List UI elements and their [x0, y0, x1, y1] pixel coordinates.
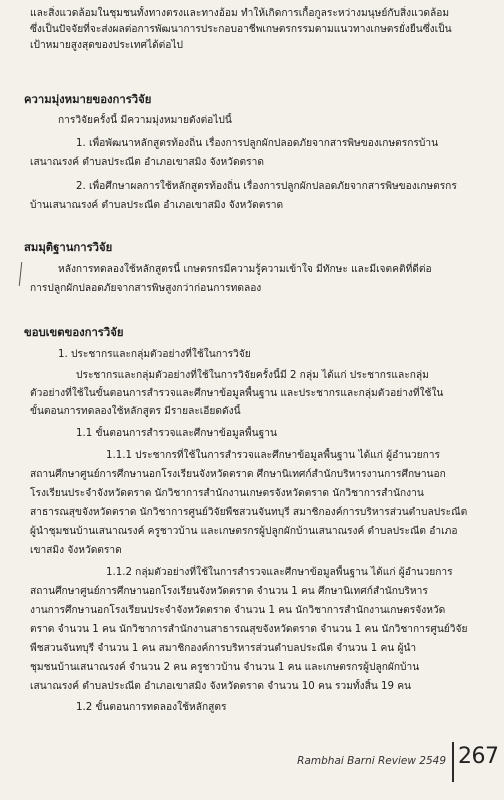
objectives-lead: การวิจัยครั้งนี้ มีความมุ่งหมายดังต่อไปนี้ [58, 115, 232, 126]
scope-1-1-1-line-3: โรงเรียนประจำจังหวัดตราด นักวิชาการสำนักงานเกษตรจังหวัดตราด นักวิชาการสำนักงาน [30, 488, 424, 499]
scope-1-1-2-line-6: ชุมชนบ้านเสนาณรงค์ จำนวน 2 คน ครูชาวบ้าน จำนวน 1 คน และเกษตรกรผู้ปลูกผักบ้าน [30, 662, 420, 673]
scope-1-1-2-line-5: พืชสวนจันทบุรี จำนวน 1 คน สมาชิกองค์การบริหารส่วนตำบลประณีต จำนวน 1 คน ผู้นำ [30, 643, 417, 654]
scope-1-1-2-line-4: ตราด จำนวน 1 คน นักวิชาการสำนักงานสาธารณสุขจังหวัดตราด จำนวน 1 คน นักวิชาการศูนย์วิจัย [30, 624, 468, 635]
scope-1-1-1-line-2: สถานศึกษาศูนย์การศึกษานอกโรงเรียนจังหวัดตราด ศึกษานิเทศก์สำนักบริหารงานการศึกษานอก [30, 469, 446, 480]
scope-1-2-title: 1.2 ขั้นตอนการทดลองใช้หลักสูตร [76, 702, 227, 713]
scope-1-1-title: 1.1 ขั้นตอนการสำรวจและศึกษาข้อมูลพื้นฐาน [76, 428, 277, 439]
hypothesis-line-2: การปลูกผักปลอดภัยจากสารพิษสูงกว่าก่อนการทดลอง [30, 283, 262, 294]
scope-heading: ขอบเขตของการวิจัย [24, 326, 124, 339]
intro-line-3: เป้าหมายสูงสุดของประเทศได้ต่อไป [30, 40, 184, 51]
hypothesis-heading: สมมุติฐานการวิจัย [24, 241, 113, 254]
objective-1-line-1: 1. เพื่อพัฒนาหลักสูตรท้องถิ่น เรื่องการปลูกผักปลอดภัยจากสารพิษของเกษตรกรบ้าน [76, 138, 439, 149]
footer-divider [452, 742, 454, 782]
objectives-heading: ความมุ่งหมายของการวิจัย [24, 93, 152, 106]
scope-1-1-2-line-7: เสนาณรงค์ ตำบลประณีต อำเภอเขาสมิง จังหวัดตราด จำนวน 10 คน รวมทั้งสิ้น 19 คน [30, 681, 412, 692]
scope-1-1-1-line-4: สาธารณสุขจังหวัดตราด นักวิชาการศูนย์วิจัยพืชสวนจันทบุรี สมาชิกองค์การบริหารส่วนตำบลประณีต [30, 507, 468, 518]
scope-1-line-1: ประชากรและกลุ่มตัวอย่างที่ใช้ในการวิจัยครั้งนี้มี 2 กลุ่ม ได้แก่ ประชากรและกลุ่ม [76, 370, 429, 381]
page-number: 267 [458, 744, 499, 769]
scope-1-1-2-line-3: งานการศึกษานอกโรงเรียนประจำจังหวัดตราด จำนวน 1 คน นักวิชาการสำนักงานเกษตรจังหวัด [30, 605, 446, 616]
hypothesis-line-1: หลังการทดลองใช้หลักสูตรนี้ เกษตรกรมีความรู้ความเข้าใจ มีทักษะ และมีเจตคติที่ดีต่อ [58, 264, 432, 275]
scope-1-1-2-line-2: สถานศึกษาศูนย์การศึกษานอกโรงเรียนจังหวัดตราด จำนวน 1 คน ศึกษานิเทศก์สำนักบริหาร [30, 586, 428, 597]
page-footer [0, 742, 504, 782]
objective-2-line-2: บ้านเสนาณรงค์ ตำบลประณีต อำเภอเขาสมิง จังหวัดตราด [30, 200, 284, 211]
journal-name: Rambhai Barni Review 2549 [297, 755, 446, 767]
objective-1-line-2: เสนาณรงค์ ตำบลประณีต อำเภอเขาสมิง จังหวัดตราด [30, 157, 264, 168]
intro-line-2: ซึ่งเป็นปัจจัยที่จะส่งผลต่อการพัฒนาการประกอบอาชีพเกษตรกรรมตามแนวทางเกษตรยั่งยืนซึ่งเป็น [30, 24, 452, 35]
intro-line-1: และสิ่งแวดล้อมในชุมชนทั้งทางตรงและทางอ้อม ทำให้เกิดการเกื้อกูลระหว่างมนุษย์กับสิ่งแวดล้อม [30, 8, 450, 19]
scope-1-1-1-line-1: 1.1.1 ประชากรที่ใช้ในการสำรวจและศึกษาข้อมูลพื้นฐาน ได้แก่ ผู้อำนวยการ [106, 450, 440, 461]
scope-1-1-1-line-5: ผู้นำชุมชนบ้านเสนาณรงค์ ครูชาวบ้าน และเกษตรกรผู้ปลูกผักบ้านเสนาณรงค์ ตำบลประณีต อำเภอ [30, 526, 458, 537]
scope-1-title: 1. ประชากรและกลุ่มตัวอย่างที่ใช้ในการวิจัย [58, 349, 251, 360]
scope-1-1-2-line-1: 1.1.2 กลุ่มตัวอย่างที่ใช้ในการสำรวจและศึกษาข้อมูลพื้นฐาน ได้แก่ ผู้อำนวยการ [106, 567, 453, 578]
margin-pen-mark [19, 262, 23, 286]
objective-2-line-1: 2. เพื่อศึกษาผลการใช้หลักสูตรท้องถิ่น เรื่องการปลูกผักปลอดภัยจากสารพิษของเกษตรกร [76, 181, 457, 192]
scope-1-1-1-line-6: เขาสมิง จังหวัดตราด [30, 545, 122, 556]
scope-1-line-2: ตัวอย่างที่ใช้ในขั้นตอนการสำรวจและศึกษาข้อมูลพื้นฐาน และประชากรและกลุ่มตัวอย่างที่ใช้ใน [30, 388, 444, 399]
scope-1-line-3: ขั้นตอนการทดลองใช้หลักสูตร มีรายละเอียดดังนี้ [30, 406, 241, 417]
